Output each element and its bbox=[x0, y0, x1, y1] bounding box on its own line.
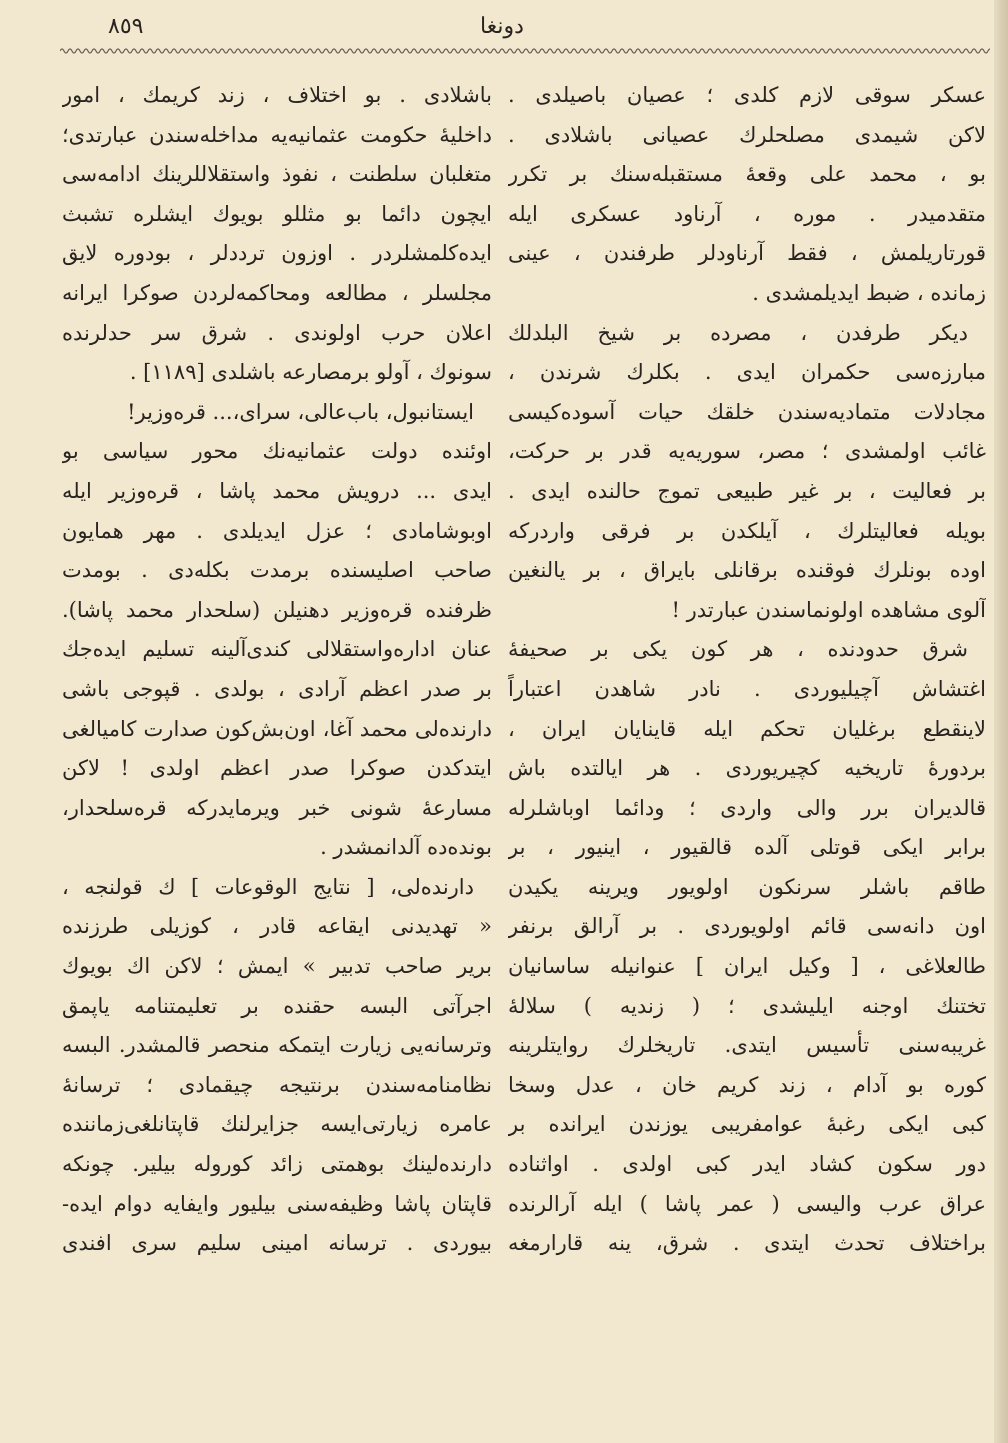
text-line: غریبه‌سنی تأسیس ایتدی. تاریخلرك روایتلرینه bbox=[508, 1033, 986, 1058]
text-line: كوره بو آدام ، زند كریم خان ، عدل وسخا bbox=[508, 1072, 986, 1097]
text-line: مجلسلر ، مطالعه ومحاكمه‌لردن صوكرا ایرانه bbox=[62, 280, 492, 305]
text-line: دور سكون كشاد ایدر كبی اولدی . اواثناده bbox=[508, 1152, 986, 1177]
text-line: بریر صاحب تدبیر » ایمش ؛ لاكن اك بویوك bbox=[62, 954, 492, 979]
text-line: تختنك اوجنه ایلیشدی ؛ ( زندیه ) سلالهٔ bbox=[508, 993, 986, 1018]
text-line: مجادلات متمادیه‌سندن خلقك حیات آسوده‌كیسی bbox=[508, 399, 986, 424]
text-line: اوبوشامادی ؛ عزل ایدیلدی . مهر همایون bbox=[62, 518, 492, 543]
text-line: ایدی ... درویش محمد پاشا ، قره‌وزیر ایله bbox=[62, 478, 492, 503]
text-line: بیوردی . ترسانه امینی سلیم سری افندی bbox=[62, 1231, 492, 1256]
text-line: شرق حدودنده ، هر كون یكی بر صحیفهٔ bbox=[508, 637, 968, 662]
text-line: بویله فعالیتلرك ، آیلكدن بر فرقی واردركه bbox=[508, 518, 986, 543]
text-line: اون دانه‌سی قائم اولویوردی . بر آرالق برنفر bbox=[508, 914, 986, 939]
text-line: لاكن شیمدی مصلحلرك عصیانی باشلادی . bbox=[508, 122, 986, 147]
text-line: عامره زیارتی‌ایسه جزایرلنك قاپتانلغی‌زماننده bbox=[62, 1112, 492, 1137]
text-line: اغتشاش آچیلیوردی . نادر شاهدن اعتباراً bbox=[508, 676, 986, 701]
text-line: متقدمیدر . موره ، آرناود عسكری ایله bbox=[508, 201, 986, 226]
text-line: برابر ایكی قوتلی آلده قالقیور ، اینیور ، بر bbox=[508, 835, 986, 860]
text-line: ایچون دائما بو مثللو بویوك ایشلره تشبث bbox=[62, 201, 492, 226]
page-edge bbox=[994, 0, 1008, 1443]
text-line: عسكر سوقی لازم كلدی ؛ عصیان باصیلدی . bbox=[508, 83, 986, 107]
text-line: آلوی مشاهده اولونماسندن عبارتدر ! bbox=[671, 597, 986, 622]
text-line: عنان اداره‌واستقلالی كندی‌آلینه تسلیم ایده‌جك bbox=[62, 637, 492, 662]
text-line: اوئنده دولت عثمانیه‌نك محور سیاسی بو bbox=[62, 439, 492, 464]
text-line: بر فعالیت ، بر غیر طبیعی تموج حالنده ایدی . bbox=[508, 478, 986, 503]
text-line: قالدیران برر والی واردی ؛ ودائما اوباشلرله bbox=[508, 795, 986, 820]
text-line: مبارزه‌سی حكمران ایدی . بكلرك شرندن ، bbox=[508, 360, 986, 385]
text-line: براختلاف تحدث ایتدی . شرق، ینه قارارمغه bbox=[508, 1231, 986, 1256]
text-line: سونوك ، آولو برمصارعه باشلدی [١١٨٩] . bbox=[129, 360, 492, 385]
text-line: اعلان حرب اولوندی . شرق سر حدلرنده bbox=[62, 320, 492, 345]
text-line: نظامنامه‌سندن برنتیجه چیقمادی ؛ ترسانهٔ bbox=[62, 1072, 492, 1097]
text-line: ایستانبول، باب‌عالی، سرای،... قره‌وزیر! bbox=[127, 399, 474, 424]
text-line: دارنده‌لی محمد آغا، اون‌بش‌كون صدارت كامیالغی bbox=[62, 716, 492, 741]
text-line: دارنده‌لی، [ نتایج الوقوعات ] ك قولنجه ، bbox=[62, 874, 474, 899]
text-line: ایتدكدن صوكرا صدر اعظم اولدی ! لاكن bbox=[62, 756, 492, 781]
text-line: وترسانه‌یی زیارت ایتمكه منحصر قالمشدر. البسه bbox=[62, 1033, 492, 1058]
text-line: زمانده ، ضبط ایدیلمشدی . bbox=[752, 280, 986, 305]
wavy-rule-divider bbox=[60, 44, 990, 58]
text-line: مسارعهٔ شونی خبر ویرمایدركه قره‌سلحدار، bbox=[62, 795, 492, 820]
text-line: دیكر طرفدن ، مصرده بر شیخ البلدلك bbox=[508, 320, 968, 345]
text-line: ایده‌كلمشلردر . اوزون ترددلر ، بودوره لایق bbox=[62, 241, 492, 266]
text-line: بو ، محمد علی وقعهٔ مستقبله‌سنك بر تكرر bbox=[508, 162, 986, 187]
text-line: قورتاریلمش ، فقط آرناودلر طرفندن ، عینی bbox=[508, 241, 986, 266]
text-line: متغلبان سلطنت ، نفوذ واستقلاللرینك ادامه‌سی bbox=[62, 162, 492, 187]
text-line: لاینقطع برغلیان تحكم ایله قاینایان ایران ، bbox=[508, 716, 986, 741]
running-title: دونغا bbox=[480, 14, 524, 39]
text-line: اوده بونلرك فوقنده برقانلی بایراق ، بر یالنغین bbox=[508, 558, 986, 583]
text-line: غائب اولمشدی ؛ مصر، سوریه‌یه قدر بر حركت، bbox=[508, 439, 986, 464]
text-line: طالعلاغی ، [ وكیل ایران ] عنوانیله ساسانیان bbox=[508, 954, 986, 979]
text-line: « تهدیدنی ایقاعه قادر ، كوزیلی طرزنده bbox=[62, 914, 492, 939]
text-line: كبی ایكی رغبهٔ عوامفریبی یوزندن ایرانده بر bbox=[508, 1112, 986, 1137]
text-line: قاپتان پاشا وظیفه‌سنی بیلیور وایفایه دوام ایده- bbox=[62, 1191, 492, 1216]
text-line: داخلیهٔ حكومت عثمانیه‌یه مداخله‌سندن عبارتدی؛ bbox=[62, 122, 492, 147]
text-line: دارنده‌لینك بوهمتی زائد كوروله بیلیر. چونكه bbox=[62, 1152, 492, 1177]
page-number: ٨٥٩ bbox=[108, 14, 144, 39]
text-line: بر صدر اعظم آرادی ، بولدی . قپوجی باشی bbox=[62, 676, 492, 701]
text-line: طاقم باشلر سرنكون اولویور ویرینه یكیدن bbox=[508, 874, 986, 899]
right-column-text bbox=[508, 76, 986, 1264]
text-line: بونده‌ده آلدانمشدر . bbox=[320, 835, 492, 860]
text-line: صاحب اصلیسنده برمدت بكله‌دی . بومدت bbox=[62, 558, 492, 583]
text-line: ظرفنده قره‌وزیر دهنیلن (سلحدار محمد پاشا). bbox=[62, 597, 492, 622]
left-column-text bbox=[62, 76, 492, 1264]
text-line: اجرآتی البسه حقنده بر تعلیمتنامه یاپمق bbox=[62, 993, 492, 1018]
text-line: باشلادی . بو اختلاف ، زند كریمك ، امور bbox=[62, 83, 492, 107]
text-line: عراق عرب والیسی ( عمر پاشا ) ایله آرالرنده bbox=[508, 1191, 986, 1216]
text-line: بردورهٔ تاریخیه كچیریوردی . هر ایالتده باش bbox=[508, 756, 986, 781]
